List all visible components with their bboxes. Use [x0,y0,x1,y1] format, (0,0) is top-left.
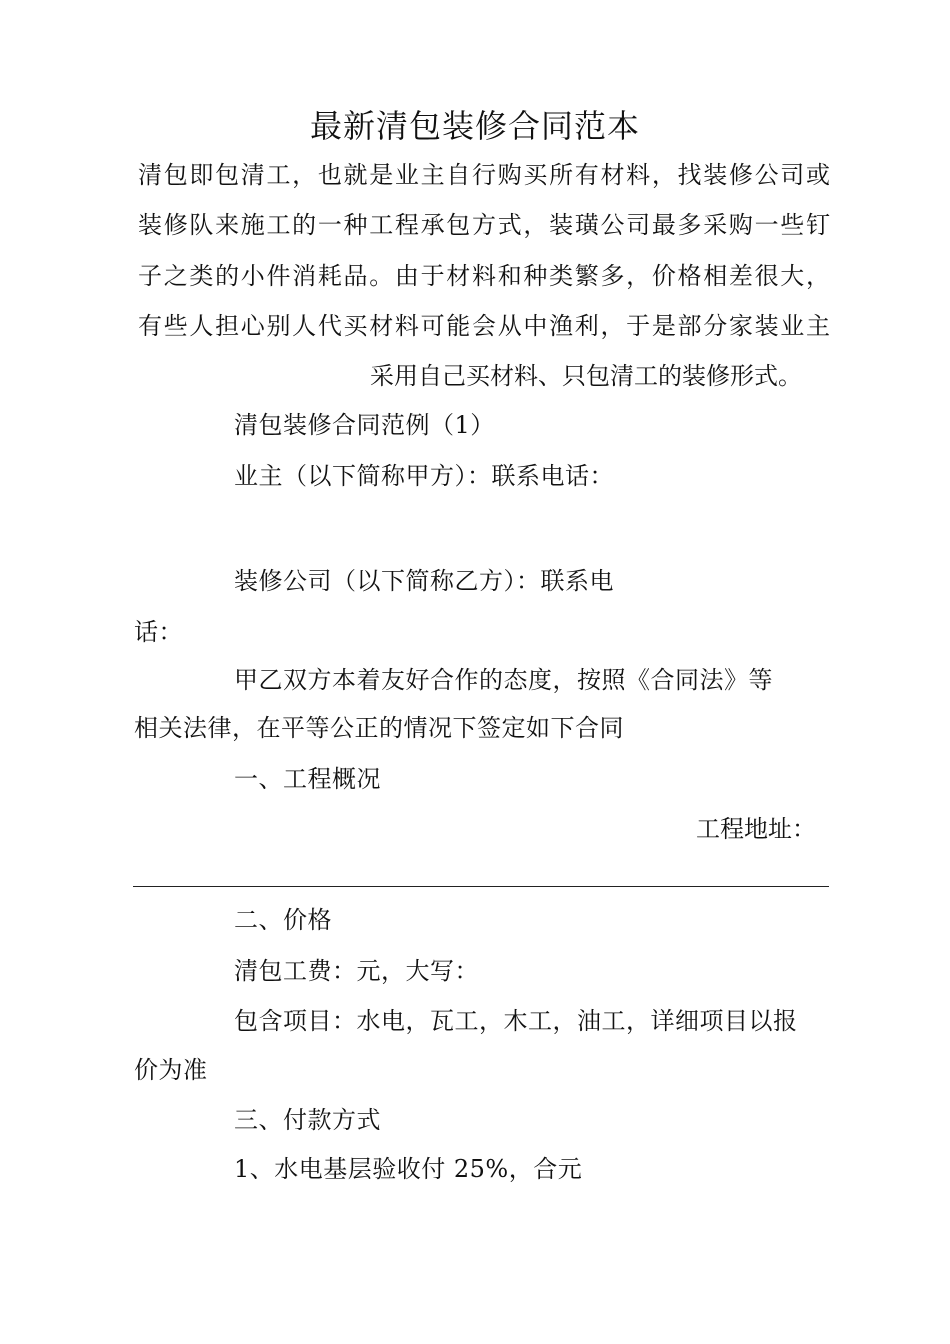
intro-line-1: 清包即包清工，也就是业主自行购买所有材料，找装修公司或 [138,161,830,189]
party-b-line: 装修公司（以下简称乙方）：联系电 [234,567,614,595]
document-title: 最新清包装修合同范本 [309,107,640,145]
payment-item-1: 1、水电基层验收付 25%，合元 [234,1155,583,1183]
agreement-line: 甲乙双方本着友好合作的态度，按照《合同法》等 [234,666,773,694]
included-items-line: 包含项目：水电，瓦工，木工，油工，详细项目以报 [234,1007,798,1035]
intro-line-3: 子之类的小件消耗品。由于材料和种类繁多，价格相差很大， [138,262,830,290]
intro-line-5: 采用自己买材料、只包清工的装修形式。 [370,362,802,390]
address-underline [133,886,829,887]
example-heading: 清包装修合同范例（1） [234,411,495,439]
party-a-line: 业主（以下简称甲方）：联系电话： [234,462,614,490]
intro-line-2: 装修队来施工的一种工程承包方式，装璜公司最多采购一些钉 [138,211,830,239]
agreement-line-continued: 相关法律，在平等公正的情况下签定如下合同 [134,714,624,742]
section-2-heading: 二、价格 [234,906,332,934]
party-b-line-continued: 话： [134,618,183,646]
section-3-heading: 三、付款方式 [234,1106,381,1134]
intro-line-4: 有些人担心别人代买材料可能会从中渔利，于是部分家装业主 [138,312,830,340]
section-1-heading: 一、工程概况 [234,765,381,793]
included-items-line-continued: 价为准 [134,1056,208,1084]
labor-fee-line: 清包工费：元，大写： [234,957,479,985]
project-address-label: 工程地址： [696,815,816,843]
